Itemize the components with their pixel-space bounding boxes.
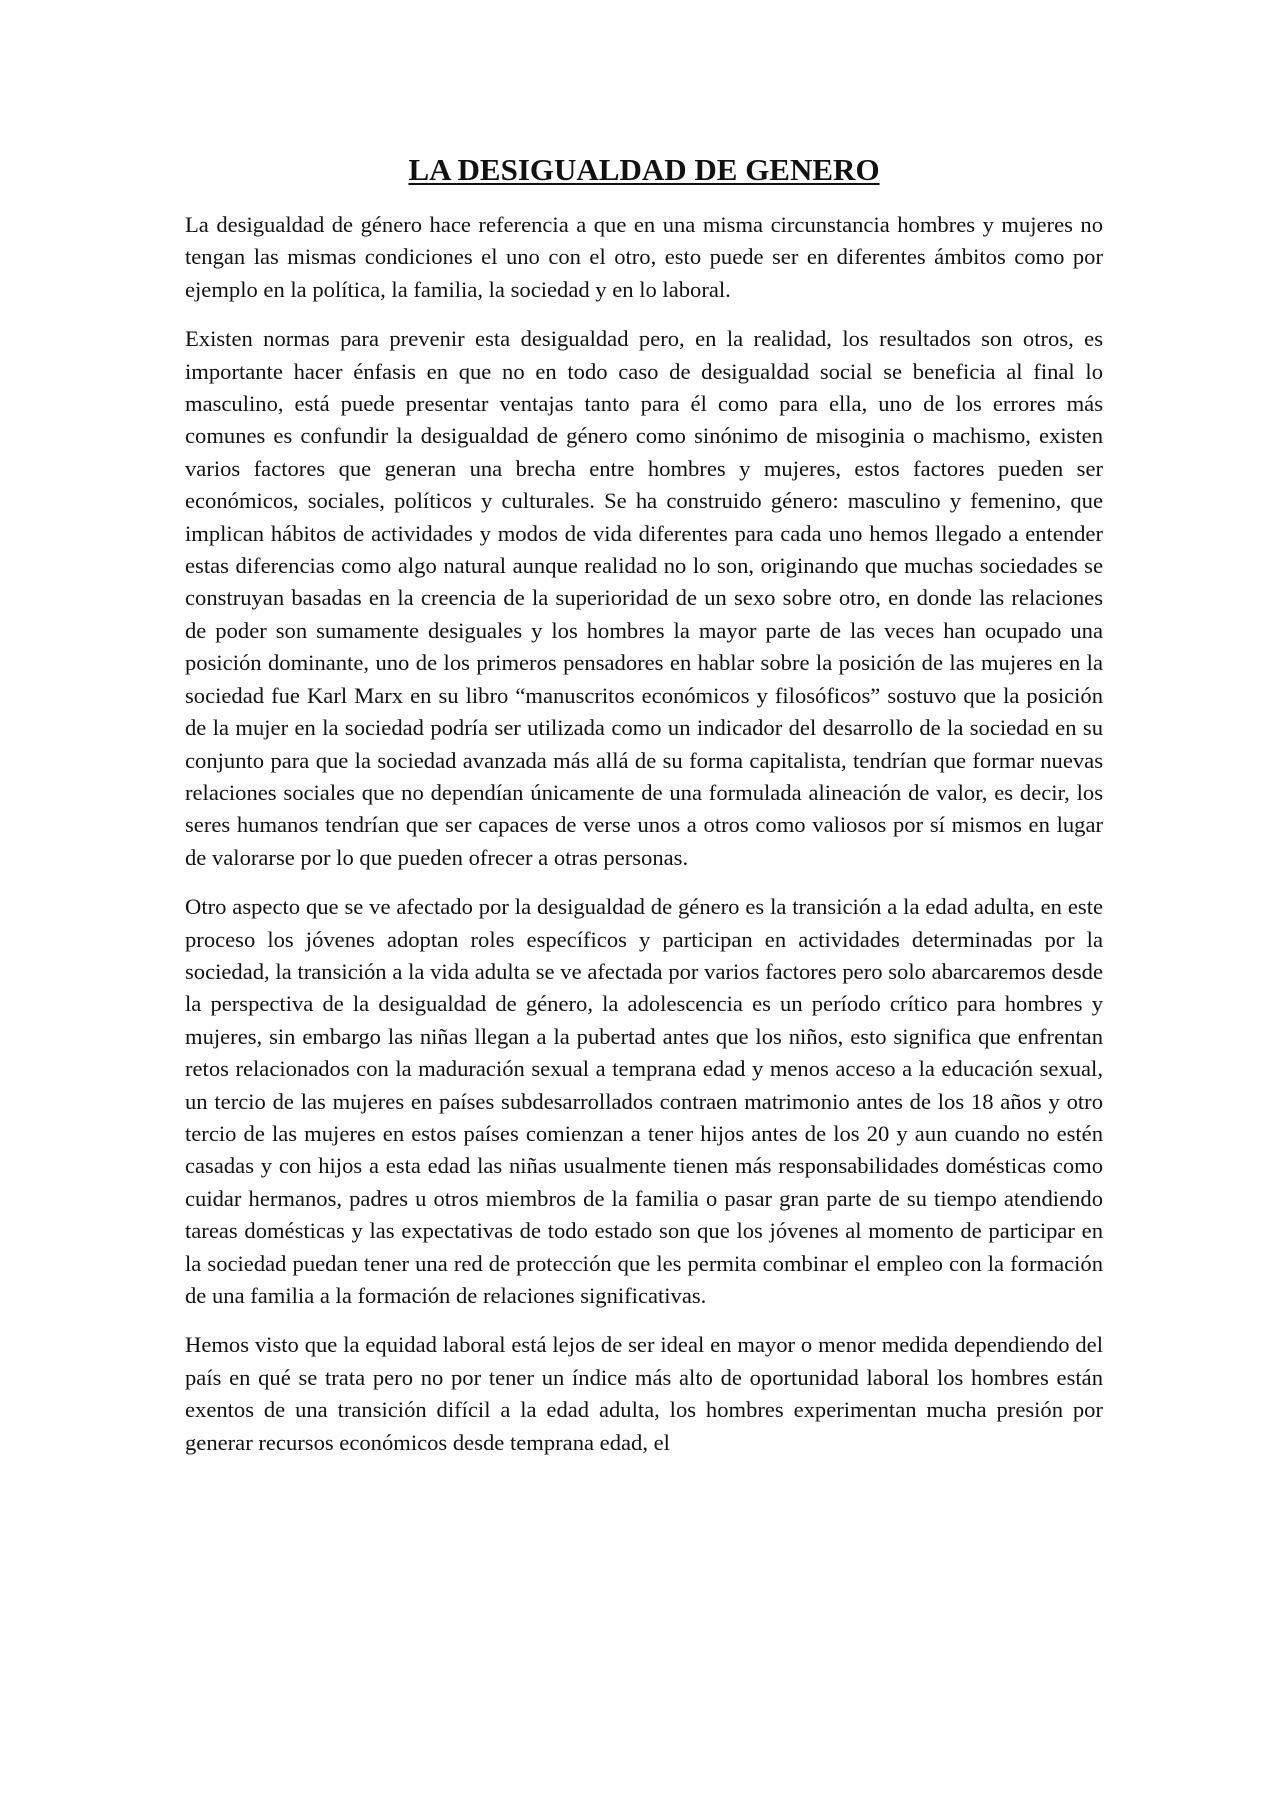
- document-page: [185, 150, 1103, 1476]
- paragraph-4: Hemos visto que la equidad laboral está lejos de ser ideal en mayor o menor medida dependiendo del país en qué se trata pero no por tener un índice más alto de oportunidad laboral los hombres están exentos de una transición difícil a la edad adulta, los hombres experimentan mucha presión por generar recursos económicos desde temprana edad, el: [185, 1332, 1103, 1455]
- paragraph-3: Otro aspecto que se ve afectado por la desigualdad de género es la transición a la edad adulta, en este proceso los jóvenes adoptan roles específicos y participan en actividades determinadas por la sociedad, la transición a la vida adulta se ve afectada por varios factores pero solo abarcaremos desde la perspectiva de la desigualdad de género, la adolescencia es un período crítico para hombres y mujeres, sin embargo las niñas llegan a la pubertad antes que los niños, esto significa que enfrentan retos relacionados con la maduración sexual a temprana edad y menos acceso a la educación sexual, un tercio de las mujeres en países subdesarrollados contraen matrimonio antes de los 18 años y otro tercio de las mujeres en estos países comienzan a tener hijos antes de los 20 y aun cuando no estén casadas y con hijos a esta edad las niñas usualmente tienen más responsabilidades domésticas como cuidar hermanos, padres u otros miembros de la familia o pasar gran parte de su tiempo atendiendo tareas domésticas y las expectativas de todo estado son que los jóvenes al momento de participar en la sociedad puedan tener una red de protección que les permita combinar el empleo con la formación de una familia a la formación de relaciones significativas.: [185, 894, 1103, 1308]
- paragraph-2: Existen normas para prevenir esta desigualdad pero, en la realidad, los resultados son otros, es importante hacer énfasis en que no en todo caso de desigualdad social se beneficia al final lo masculino, está puede presentar ventajas tanto para él como para ella, uno de los errores más comunes es confundir la desigualdad de género como sinónimo de misoginia o machismo, existen varios factores que generan una brecha entre hombres y mujeres, estos factores pueden ser económicos, sociales, políticos y culturales. Se ha construido género: masculino y femenino, que implican hábitos de actividades y modos de vida diferentes para cada uno hemos llegado a entender estas diferencias como algo natural aunque realidad no lo son, originando que muchas sociedades se construyan basadas en la creencia de la superioridad de un sexo sobre otro, en donde las relaciones de poder son sumamente desiguales y los hombres la mayor parte de las veces han ocupado una posición dominante, uno de los primeros pensadores en hablar sobre la posición de las mujeres en la sociedad fue Karl Marx en su libro “manuscritos económicos y filosóficos” sostuvo que la posición de la mujer en la sociedad podría ser utilizada como un indicador del desarrollo de la sociedad en su conjunto para que la sociedad avanzada más allá de su forma capitalista, tendrían que formar nuevas relaciones sociales que no dependían únicamente de una formulada alineación de valor, es decir, los seres humanos tendrían que ser capaces de verse unos a otros como valiosos por sí mismos en lugar de valorarse por lo que pueden ofrecer a otras personas.: [185, 326, 1103, 870]
- paragraph-1: La desigualdad de género hace referencia a que en una misma circunstancia hombres y mujeres no tengan las mismas condiciones el uno con el otro, esto puede ser en diferentes ámbitos como por ejemplo en la política, la familia, la sociedad y en lo laboral.: [185, 212, 1103, 302]
- document-title: LA DESIGUALDAD DE GENERO: [408, 152, 880, 187]
